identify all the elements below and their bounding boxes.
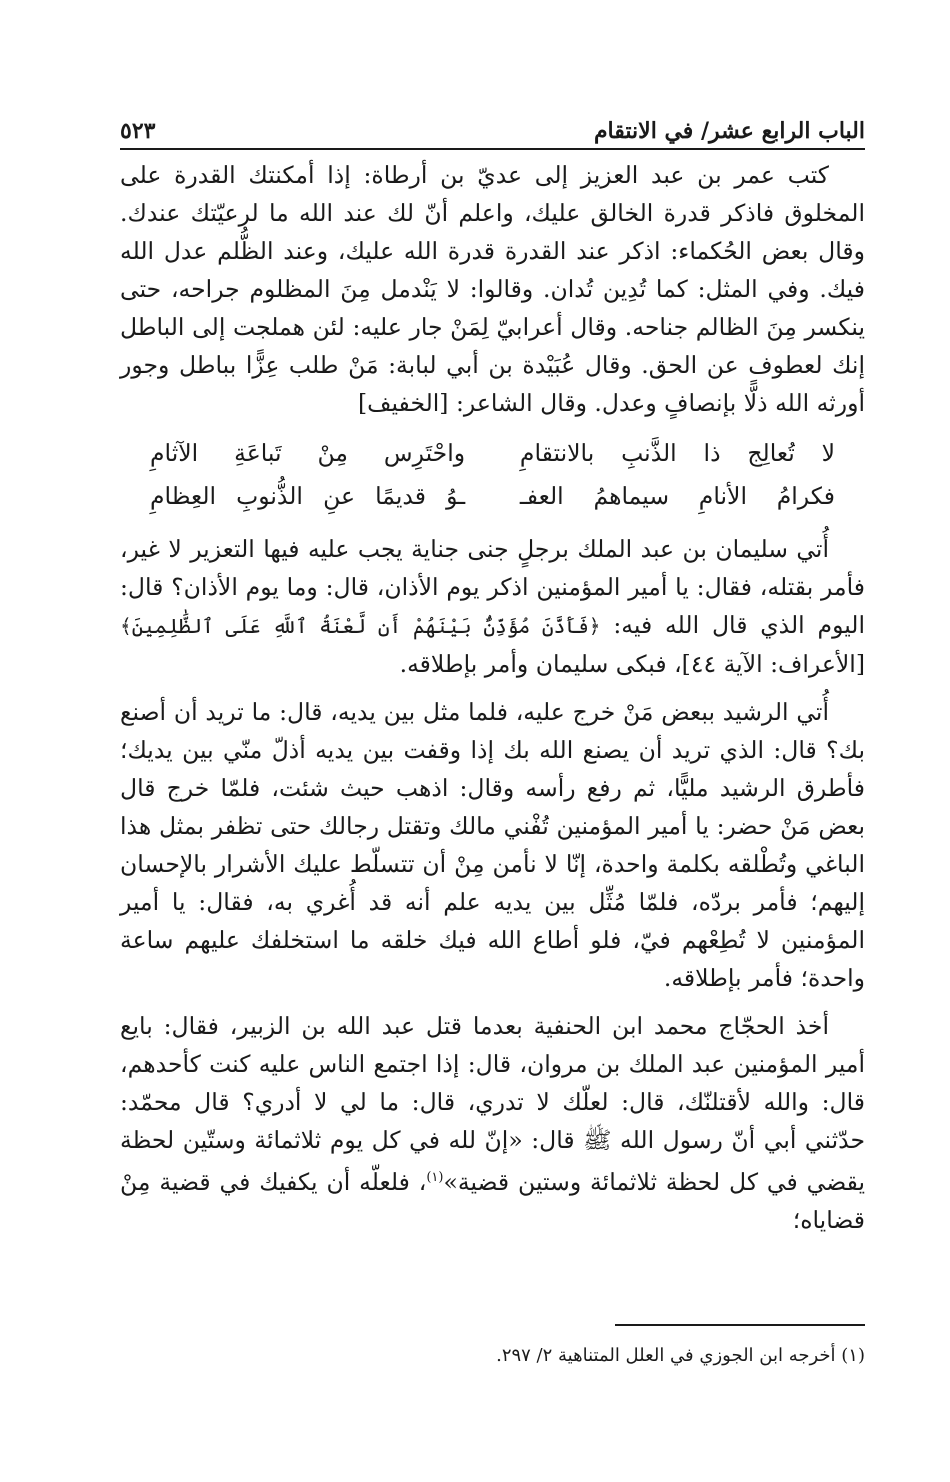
paragraph-rashid: أُتي الرشيد ببعض مَنْ خرج عليه، فلما مثل بين يديه، قال: ما تريد أن أصنع بك؟ قال: الذي تريد أن يصنع الله بك إذا وقفت بين يديه أذلّ منّي بين يديك؛ فأطرق الرشيد مليًّا، ثم رفع رأسه وقال: اذهب حيث شئت، فلمّا خرج قال بعض مَنْ حضر: يا أمير المؤمنين تُفْني مالك وتقتل رجالك حتى تظفر بمثل هذا الباغي وتُطْلقه بكلمة واحدة، إنّا لا نأمن مِنْ أن تتسلّط عليك الأشرار بالإحسان إليهم؛ فأمر بردّه، فلمّا مُثِّل بين يديه علم أنه قد أُغري به، فقال: يا أمير المؤمنين لا تُطِعْهم فيّ، فلو أطاع الله فيك خلقه ما استخلفك عليهم ساعة واحدة؛ فأمر بإطلاقه. (120, 698, 865, 992)
poem (150, 434, 835, 520)
page-number: ٥٢٣ (120, 118, 156, 144)
paragraph-hajjaj-text: أخذ الحجّاج محمد ابن الحنفية بعدما قتل عبد الله بن الزبير، فقال: بايع أمير المؤمنين عبد الملك بن مروان، قال: إذا اجتمع الناس عليه كنت كأحدهم، قال: والله لأقتلنّك، قال: لعلّك لا تدري، قال: ما لي لا أدري؟ قال محمّد: حدّثني أبي أنّ رسول الله ﷺ قال: «إنّ لله في كل يوم ثلاثمائة وستّين لحظة يقضي في كل لحظة ثلاثمائة وستين قضية» (120, 1012, 865, 1196)
paragraph-suleiman (120, 530, 865, 683)
verse-1-first-hemistich: لا تُعالِج ذا الذَّنبِ بالانتقامِ (519, 439, 835, 467)
footnote: (١) أخرجه ابن الجوزي في العلل المتناهية ٢/ ٢٩٧. (496, 1345, 865, 1366)
verse-2-second-hemistich: ـوُ قديمًا عنِ الذُّنوبِ العِظامِ (150, 482, 466, 510)
poem-verse-2 (150, 477, 835, 520)
verse-2-first-hemistich: فكرامُ الأنامِ سيماهمُ العفـ (519, 482, 835, 510)
quran-reference: [الأعراف: الآية ٤٤]، فبكى سليمان وأمر بإطلاقه. (399, 650, 865, 678)
verse-1-second-hemistich: واحْتَرِس مِنْ تَباعَةِ الآثامِ (150, 439, 466, 467)
poem-verse-1 (150, 434, 835, 477)
quran-verse: ﴿فَأَذَّنَ مُؤَذِّنٌۢ بَيْنَهُمْ أَن لَّعْنَةُ ٱللَّهِ عَلَى ٱلظَّٰلِمِينَ﴾ (120, 614, 601, 638)
paragraph-hajjaj (120, 1007, 865, 1239)
running-header (120, 104, 865, 150)
paragraph-suleiman-text: أُتي سليمان بن عبد الملك برجلٍ جنى جناية يجب عليه فيها التعزير لا غير، فأمر بقتله، فقال: يا أمير المؤمنين اذكر يوم الأذان، قال: وما يوم الأذان؟ قال: اليوم الذي قال الله فيه: (120, 535, 865, 639)
chapter-title: الباب الرابع عشر/ في الانتقام (593, 118, 865, 144)
paragraph-omar: كتب عمر بن عبد العزيز إلى عديّ بن أرطاة: إذا أمكنتك القدرة على المخلوق فاذكر قدرة الخالق عليك، واعلم أنّ لك عند الله ما لرعيّتك عندك. وقال بعض الحُكماء: اذكر عند القدرة قدرة الله عليك، وعند الظُّلم عدل الله فيك. وفي المثل: كما تُدِين تُدان. وقالوا: لا يَنْدمل مِنَ المظلوم جراحه، حتى ينكسر مِنَ الظالم جناحه. وقال أعرابيّ لِمَنْ جار عليه: لئن هملجت إلى الباطل إنك لعطوف عن الحق. وقال عُبَيْدة بن أبي لبابة: مَنْ طلب عِزًّا بباطل وجور أورثه الله ذلًّا بإنصافٍ وعدل. وقال الشاعر: [الخفيف] (120, 161, 865, 417)
paragraph-hajjaj-end: ، فلعلّه أن يكفيك في قضية مِنْ قضاياه؛ (120, 1167, 865, 1234)
footnote-divider (615, 1324, 865, 1326)
footnote-marker: (١) (426, 1170, 444, 1185)
main-text (120, 156, 865, 1239)
